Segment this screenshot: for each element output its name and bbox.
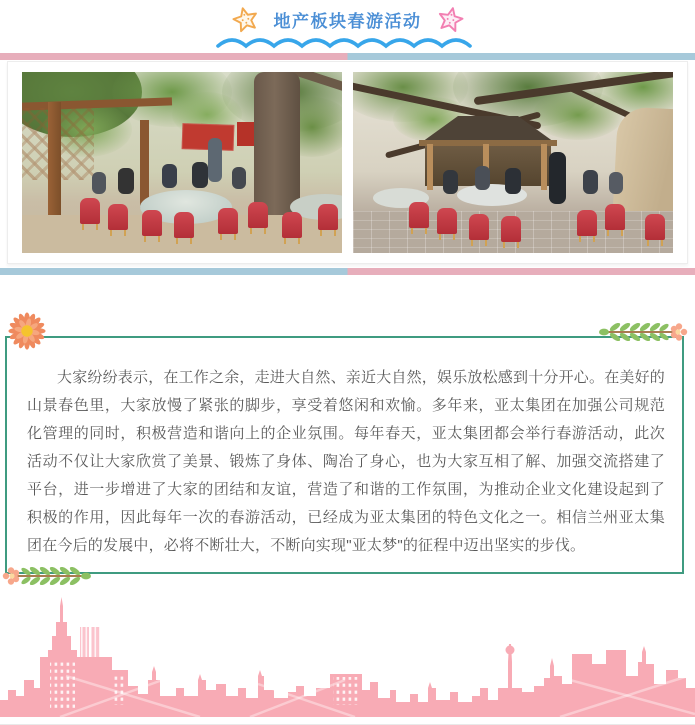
person: [443, 170, 458, 194]
red-chair: [248, 202, 268, 228]
article-text-box: [5, 336, 684, 574]
divider-strip-bottom: [0, 268, 695, 275]
starfish-pink-icon: [437, 6, 464, 33]
divider-strip-top: [0, 53, 695, 60]
red-chair: [577, 210, 597, 236]
flower-leaf-branch-icon: [2, 565, 94, 587]
pergola-post: [48, 102, 61, 224]
person: [583, 170, 598, 194]
person: [609, 172, 623, 194]
red-chair: [282, 212, 302, 238]
person: [475, 166, 490, 190]
red-chair: [108, 204, 128, 230]
pergola-post: [140, 120, 149, 208]
red-chair: [469, 214, 489, 240]
person: [118, 168, 134, 194]
city-skyline-illustration: [0, 592, 695, 717]
wavy-line-icon: [214, 35, 482, 51]
article-paragraph: 大家纷纷表示，在工作之余，走进大自然、亲近大自然，娱乐放松感到十分开心。在美好的山景春色里，大家放慢了紧张的脚步，享受着悠闲和欢愉。多年来，亚太集团在加强公司规范化管理的同时，积极营造和谐向上的企业氛围。每年春天，亚太集团都会举行春游活动，此次活动不仅让大家欣赏了美景、锻炼了身体、陶冶了身心，也为大家互相了解、加强交流搭建了平台，进一步增进了大家的团结和友谊，营造了和谐的工作氛围，为推动企业文化建设起到了积极的作用，因此每年一次的春游活动，已经成为亚太集团的特色文化之一。相信兰州亚太集团在今后的发展中，必将不断壮大，不断向实现"亚太梦"的征程中迈出坚实的步伐。: [27, 369, 666, 554]
photo-gallery-card: [7, 61, 688, 264]
spring-outing-photo-2[interactable]: [353, 72, 673, 253]
leaf-branch-flower-icon: [596, 321, 688, 343]
red-chair: [142, 210, 162, 236]
pavilion-post: [541, 144, 547, 190]
spring-outing-photo-1[interactable]: [22, 72, 342, 253]
red-chair: [318, 204, 338, 230]
pavilion-post: [427, 144, 433, 190]
person: [232, 167, 246, 189]
red-chair: [174, 212, 194, 238]
page-title: 地产板块春游活动: [273, 12, 422, 31]
red-chair: [80, 198, 100, 224]
red-chair: [437, 208, 457, 234]
article-header: [0, 6, 695, 33]
person-standing: [549, 152, 566, 204]
daisy-flower-icon: [8, 312, 46, 350]
starfish-orange-icon: [232, 6, 259, 33]
red-chair: [409, 202, 429, 228]
person: [162, 164, 177, 188]
red-chair: [218, 208, 238, 234]
person: [505, 168, 521, 194]
foliage: [533, 90, 623, 140]
red-chair: [605, 204, 625, 230]
person: [192, 162, 208, 188]
person-standing: [208, 138, 222, 182]
red-chair: [501, 216, 521, 242]
red-chair: [645, 214, 665, 240]
person: [92, 172, 106, 194]
